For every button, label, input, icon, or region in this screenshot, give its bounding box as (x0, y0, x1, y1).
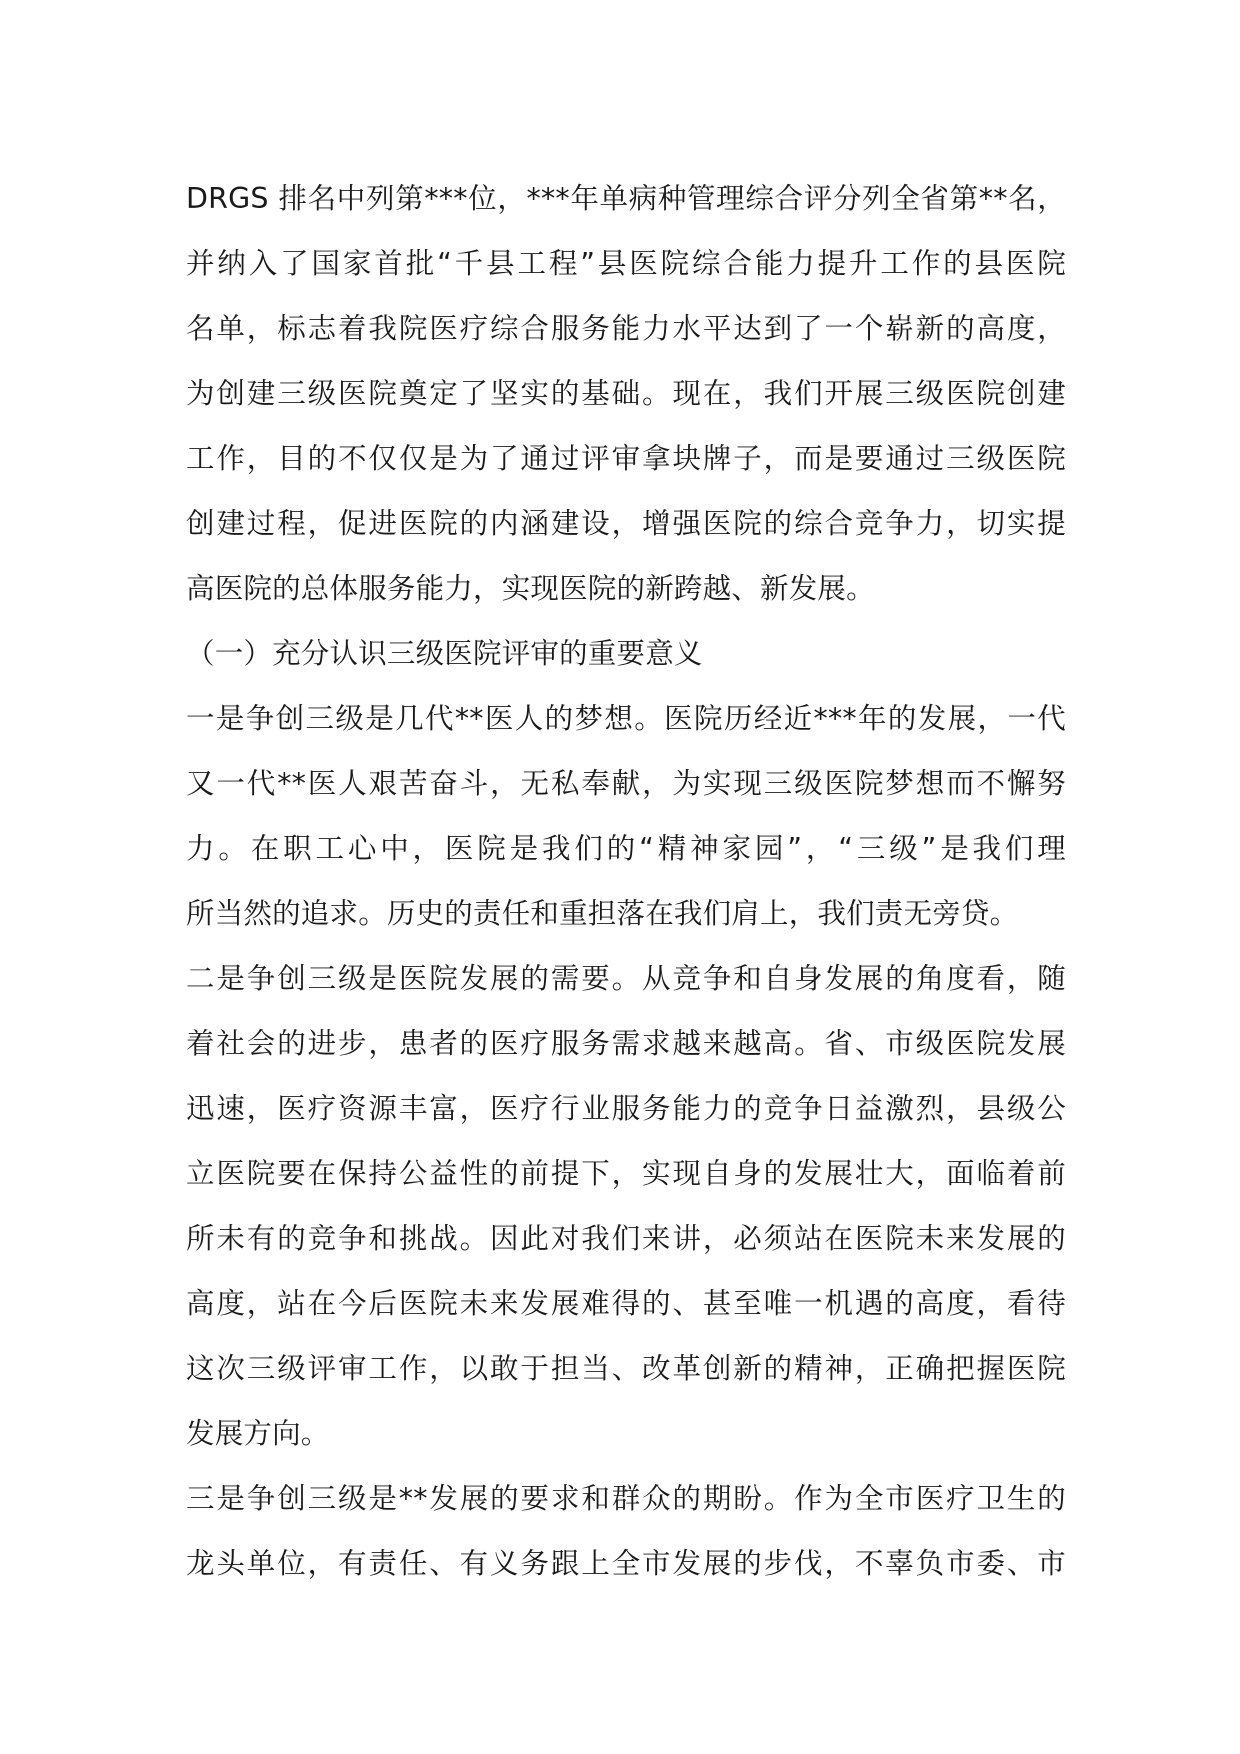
document-body (186, 166, 1066, 1596)
text-line: 这次三级评审工作，以敢于担当、改革创新的精神，正确把握医院 (186, 1352, 1066, 1385)
text-line: 迅速，医疗资源丰富，医疗行业服务能力的竞争日益激烈，县级公 (186, 1092, 1066, 1125)
text-line: 三是争创三级是**发展的要求和群众的期盼。作为全市医疗卫生的 (186, 1482, 1066, 1515)
text-line: 一是争创三级是几代**医人的梦想。医院历经近***年的发展，一代 (186, 702, 1066, 735)
paragraph-end-line: 所当然的追求。历史的责任和重担落在我们肩上，我们责无旁贷。 (186, 897, 1019, 930)
text-line: 创建过程，促进医院的内涵建设，增强医院的综合竞争力，切实提 (186, 507, 1066, 540)
text-line: 立医院要在保持公益性的前提下，实现自身的发展壮大，面临着前 (186, 1157, 1066, 1190)
text-line: 为创建三级医院奠定了坚实的基础。现在，我们开展三级医院创建 (186, 377, 1066, 410)
text-line: 力。在职工心中，医院是我们的“精神家园”，“三级”是我们理 (186, 832, 1066, 865)
text-line: 着社会的进步，患者的医疗服务需求越来越高。省、市级医院发展 (186, 1027, 1066, 1060)
text-line: DRGS 排名中列第***位，***年单病种管理综合评分列全省第**名， (186, 182, 1066, 215)
text-line: 工作，目的不仅仅是为了通过评审拿块牌子，而是要通过三级医院 (186, 442, 1066, 475)
text-line: 二是争创三级是医院发展的需要。从竞争和自身发展的角度看，随 (186, 962, 1066, 995)
text-line: 高度，站在今后医院未来发展难得的、甚至唯一机遇的高度，看待 (186, 1287, 1066, 1320)
paragraph-end-line: 发展方向。 (186, 1417, 330, 1450)
section-heading: （一）充分认识三级医院评审的重要意义 (186, 637, 703, 670)
text-line: 名单，标志着我院医疗综合服务能力水平达到了一个崭新的高度， (186, 312, 1066, 345)
text-line: 又一代**医人艰苦奋斗，无私奉献，为实现三级医院梦想而不懈努 (186, 767, 1066, 800)
text-line: 所未有的竞争和挑战。因此对我们来讲，必须站在医院未来发展的 (186, 1222, 1066, 1255)
text-line: 龙头单位，有责任、有义务跟上全市发展的步伐，不辜负市委、市 (186, 1547, 1066, 1580)
paragraph-end-line: 高医院的总体服务能力，实现医院的新跨越、新发展。 (186, 572, 875, 605)
text-line: 并纳入了国家首批“千县工程”县医院综合能力提升工作的县医院 (186, 247, 1066, 280)
